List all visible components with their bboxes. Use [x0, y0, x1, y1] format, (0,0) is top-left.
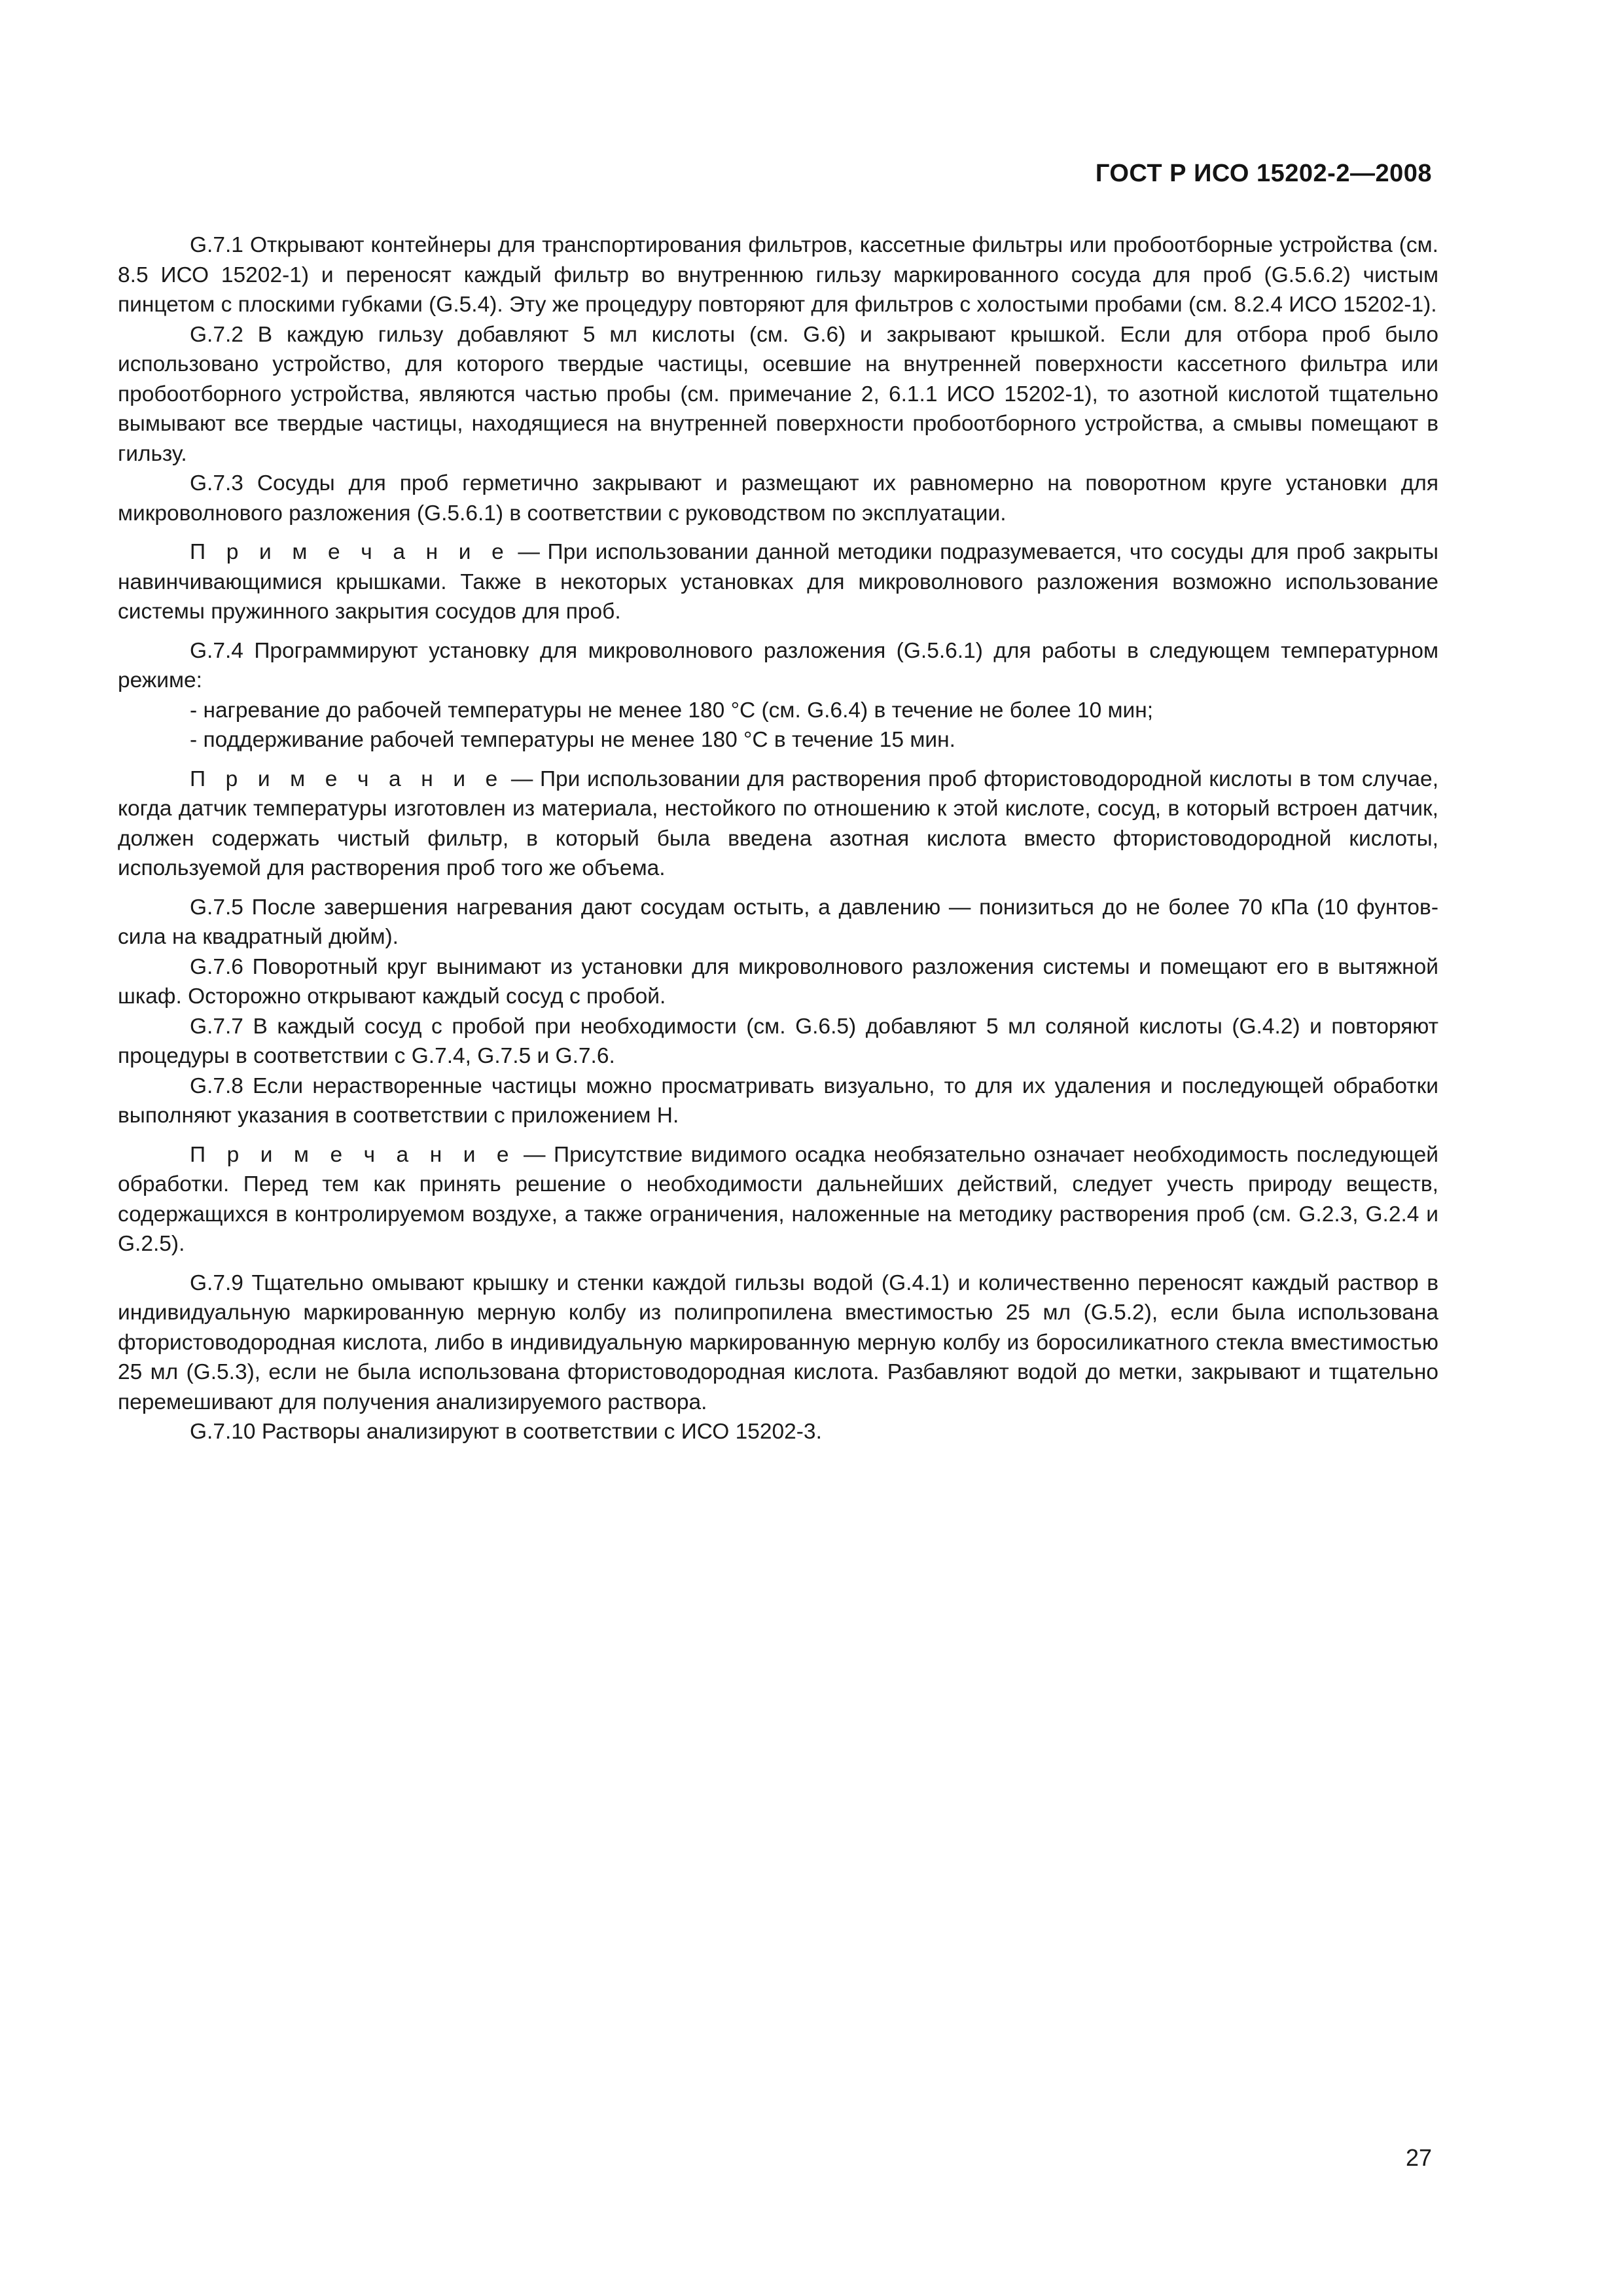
paragraph-g-7-4: G.7.4 Программируют установку для микроволнового разложения (G.5.6.1) для работы в следующем температурном режиме: [118, 638, 1438, 692]
note-label: П р и м е ч а н и е [190, 1142, 516, 1167]
list-item-holding: - поддерживание рабочей температуры не менее 180 °С в течение 15 мин. [190, 728, 955, 752]
paragraph-g-7-9: G.7.9 Тщательно омывают крышку и стенки каждой гильзы водой (G.4.1) и количественно переносят каждый раствор в индивидуальную маркированную мерную колбу из полипропилена вместимостью 25 мл (G.5.2), если была использована фтористоводородная кислота, либо в индивидуальную маркированную мерную колбу из боросиликатного стекла вместимостью 25 мл (G.5.3), если не была использована фтористоводородная кислота. Разбавляют водой до метки, закрывают и тщательно перемешивают для получения анализируемого раствора. [118, 1270, 1438, 1414]
list-item-heating: - нагревание до рабочей температуры не менее 180 °С (см. G.6.4) в течение не более 10 мин; [190, 698, 1154, 723]
note-text: — При использовании данной методики подразумевается, что сосуды для проб закрыты навинчивающимися крышками. Также в некоторых установках для микроволнового разложения возможно использование системы пружинного закрытия сосудов для проб. [118, 540, 1439, 624]
note-3 [118, 1140, 1438, 1259]
note-1 [118, 537, 1438, 627]
paragraph-g-7-6: G.7.6 Поворотный круг вынимают из установки для микроволнового разложения системы и помещают его в вытяжной шкаф. Осторожно открывают каждый сосуд с пробой. [118, 954, 1438, 1009]
note-text: — Присутствие видимого осадка необязательно означает необходимость последующей обработки. Перед тем как принять решение о необходимости дальнейших действий, следует учесть природу веществ, содержащихся в контролируемом воздухе, а также ограничения, наложенные на методику растворения проб (см. G.2.3, G.2.4 и G.2.5). [118, 1142, 1438, 1256]
document-header: ГОСТ Р ИСО 15202-2—2008 [1095, 160, 1432, 187]
note-2 [118, 764, 1438, 884]
note-label: П р и м е ч а н и е [190, 540, 510, 564]
note-text: — При использовании для растворения проб фтористоводородной кислоты в том случае, когда датчик температуры изготовлен из материала, нестойкого по отношению к этой кислоте, сосуд, в который встроен датчик, должен содержать чистый фильтр, в который была введена азотная кислота вместо фтористоводородной кислоты, используемой для растворения проб того же объема. [118, 766, 1438, 880]
paragraph-g-7-7: G.7.7 В каждый сосуд с пробой при необходимости (см. G.6.5) добавляют 5 мл соляной кислоты (G.4.2) и повторяют процедуры в соответствии с G.7.4, G.7.5 и G.7.6. [118, 1014, 1438, 1068]
paragraph-g-7-3: G.7.3 Сосуды для проб герметично закрывают и размещают их равномерно на поворотном круге установки для микроволнового разложения (G.5.6.1) в соответствии с руководством по эксплуатации. [118, 471, 1438, 526]
paragraph-g-7-1: G.7.1 Открывают контейнеры для транспортирования фильтров, кассетные фильтры или пробоотборные устройства (см. 8.5 ИСО 15202-1) и переносят каждый фильтр во внутреннюю гильзу маркированного сосуда для проб (G.5.6.2) чистым пинцетом с плоскими губками (G.5.4). Эту же процедуру повторяют для фильтров с холостыми пробами (см. 8.2.4 ИСО 15202-1). [118, 233, 1438, 317]
paragraph-g-7-2: G.7.2 В каждую гильзу добавляют 5 мл кислоты (см. G.6) и закрывают крышкой. Если для отбора проб было использовано устройство, для которого твердые частицы, осевшие на внутренней поверхности кассетного фильтра или пробоотборного устройства, являются частью пробы (см. примечание 2, 6.1.1 ИСО 15202-1), то азотной кислотой тщательно вымывают все твердые частицы, находящиеся на внутренней поверхности пробоотборного устройства, а смывы помещают в гильзу. [118, 322, 1438, 466]
paragraph-g-7-10: G.7.10 Растворы анализируют в соответствии с ИСО 15202-3. [190, 1420, 822, 1444]
paragraph-g-7-8: G.7.8 Если нерастворенные частицы можно просматривать визуально, то для их удаления и последующей обработки выполняют указания в соответствии с приложением Н. [118, 1073, 1438, 1128]
document-body [118, 230, 1438, 1447]
page-number: 27 [1405, 2144, 1432, 2171]
paragraph-g-7-5: G.7.5 После завершения нагревания дают сосудам остыть, а давлению — понизиться до не более 70 кПа (10 фунтов-сила на квадратный дюйм). [118, 895, 1438, 949]
note-label: П р и м е ч а н и е [190, 766, 505, 791]
